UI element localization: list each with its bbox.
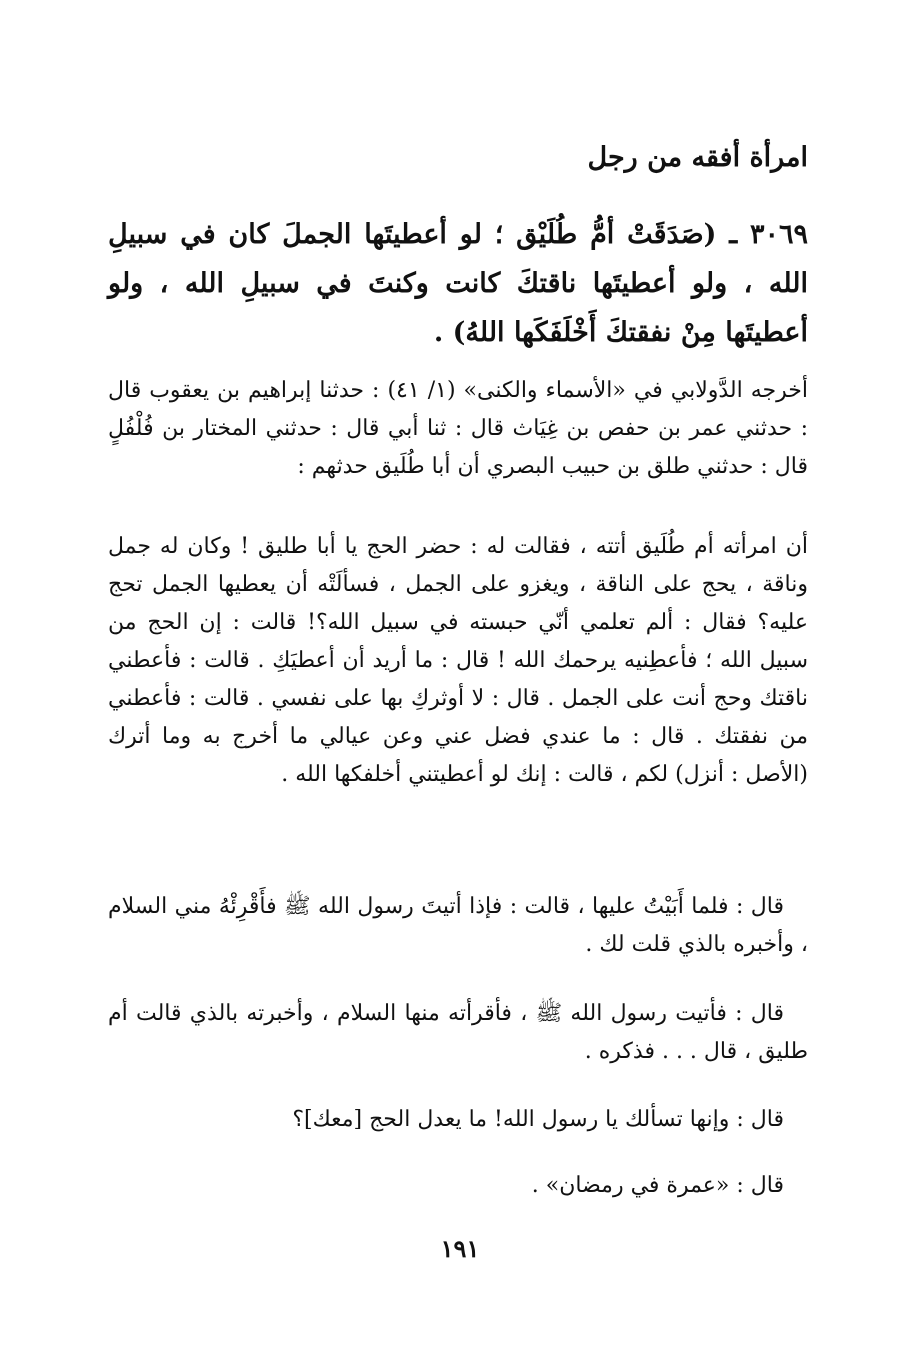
hadith-text: ٣٠٦٩ ـ (صَدَقَتْ أمُّ طُلَيْق ؛ لو أعطيتَها الجملَ كان في سبيلِ الله ، ولو أعطيتَها ناقتكَ كانت وكنتَ في سبيلِ الله ، ولو أعطيتَها مِنْ نفقتكَ أَخْلَفَكَها اللهُ) . (108, 219, 808, 348)
message-paragraph: قال : فلما أَبَيْتُ عليها ، قالت : فإذا أتيتَ رسول الله ﷺ فأَقْرِئْهُ مني السلام ، وأخبره بالذي قلت لك . (108, 894, 808, 957)
takhrij-paragraph: أخرجه الدَّولابي في «الأسماء والكنى» (١/ ٤١) : حدثنا إبراهيم بن يعقوب قال : حدثني عمر بن حفص بن غِيَاث قال : ثنا أبي قال : حدثني المختار بن فُلْفُلٍ قال : حدثني طلق بن حبيب البصري أن أبا طُلَيق حدثهم : (108, 378, 808, 479)
story-paragraph: أن امرأته أم طُلَيق أتته ، فقالت له : حضر الحج يا أبا طليق ! وكان له جمل وناقة ، يحج على الناقة ، ويغزو على الجمل ، فسألَتْه أن يعطيها الجمل تحج عليه؟ فقال : ألم تعلمي أنّي حبسته في سبيل الله؟! قالت : إن الحج من سبيل الله ؛ فأعطِنيه يرحمك الله ! قال : ما أريد أن أعطيَكِ . قالت : فأعطني ناقتك وحج أنت على الجمل . قال : لا أوثركِ بها على نفسي . قالت : فأعطني من نفقتك . قال : ما عندي فضل عني وعن عيالي ما أخرج به وما أترك (الأصل : أنزل) لكم ، قالت : إنك لو أعطيتني أخلفكها الله . (108, 534, 808, 787)
question-paragraph: قال : وإنها تسألك يا رسول الله! ما يعدل الحج [معك]؟ (292, 1107, 784, 1132)
answer-paragraph: قال : «عمرة في رمضان» . (531, 1173, 784, 1198)
report-paragraph: قال : فأتيت رسول الله ﷺ ، فأقرأته منها السلام ، وأخبرته بالذي قالت أم طليق ، قال . . . فذكره . (108, 1001, 808, 1064)
page-number: ١٩١ (440, 1234, 480, 1263)
section-heading: امرأة أفقه من رجل (587, 142, 808, 173)
